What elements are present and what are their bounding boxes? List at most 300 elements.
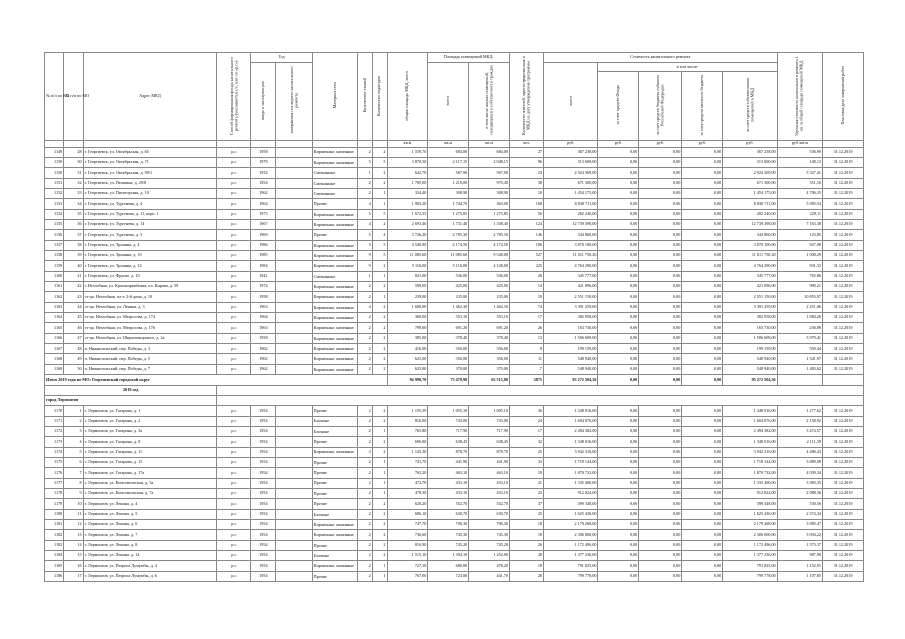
table-row — [45, 499, 864, 509]
cell-fund-method: р.с — [217, 147, 251, 157]
cell-address: п. Нижнезольский, пер. Победы, д. 7 — [83, 364, 217, 374]
cell-cost-federal: 0,00 — [639, 282, 682, 292]
cell-residents: 26 — [509, 271, 543, 281]
cell-total-area: 1 155,39 — [387, 406, 428, 416]
cell-floors: 2 — [358, 468, 373, 478]
cell-cost-owners: 12 739 398,00 — [723, 220, 777, 230]
cell-address: г. Георгиевск, ул. Октябрьская, д. 99/1 — [83, 168, 217, 178]
total-value: 73 478,90 — [428, 375, 469, 385]
cell-residents: 96 — [509, 157, 543, 167]
cell-num-all: 1183 — [45, 540, 64, 550]
cell-num-mo: 33 — [64, 188, 83, 198]
cell-cost-total: 8 830 711,00 — [544, 199, 598, 209]
cell-wall-material: Кирпичные, каменные — [312, 282, 357, 292]
cell-unit-cost: 1 541,97 — [777, 354, 822, 364]
cell-cost-owners: 345 777,00 — [723, 271, 777, 281]
cell-area-residential: 433,10 — [469, 488, 510, 498]
cell-residents: 124 — [509, 220, 543, 230]
cell-year-last — [276, 364, 312, 374]
cell-cost-owners: 1 625 436,00 — [723, 509, 777, 519]
cell-num-mo: 11 — [64, 509, 83, 519]
cell-wall-material: Кирпичные, каменные — [312, 530, 357, 540]
cell-entrances: 2 — [372, 551, 387, 561]
cell-unit-cost: 536,90 — [777, 147, 822, 157]
cell-cost-fund: 0,00 — [598, 323, 639, 333]
cell-entrances: 2 — [372, 302, 387, 312]
cell-planned-date: 31.12.2019 — [823, 168, 864, 178]
cell-entrances: 1 — [372, 292, 387, 302]
cell-year-last — [276, 168, 312, 178]
unit-cell: руб. — [639, 140, 682, 147]
cell-num-all: 1184 — [45, 551, 64, 561]
cell-cost-fund: 0,00 — [598, 220, 639, 230]
cell-area-residential: 478,20 — [469, 561, 510, 571]
cell-year-last — [276, 406, 312, 416]
cell-year-last — [276, 292, 312, 302]
cell-year-last — [276, 540, 312, 550]
cell-cost-owners: 2 924 369,00 — [723, 168, 777, 178]
cell-cost-total: 1 604 076,00 — [544, 416, 598, 426]
cell-cost-total: 382 958,00 — [544, 313, 598, 323]
cell-cost-federal: 0,00 — [639, 437, 682, 447]
cell-num-all: 1168 — [45, 354, 64, 364]
cell-fund-method: р.с — [217, 178, 251, 188]
cell-entrances: 1 — [372, 571, 387, 581]
cell-area-total: 552,70 — [428, 499, 469, 509]
cell-entrances: 1 — [372, 188, 387, 198]
cell-num-mo: 5 — [64, 447, 83, 457]
cell-address: г. Лермонтов, ул. Ленина, д. 8 — [83, 540, 217, 550]
cell-num-mo: 42 — [64, 282, 83, 292]
unit-cell: руб. — [682, 140, 723, 147]
cell-area-total: 356,00 — [428, 344, 469, 354]
cell-area-residential: 4 174,50 — [469, 240, 510, 250]
cell-year-built: 1954 — [251, 509, 276, 519]
cell-cost-local: 0,00 — [682, 571, 723, 581]
cell-residents: 225 — [509, 261, 543, 271]
cell-unit-cost: 148,13 — [777, 157, 822, 167]
cell-cost-local: 0,00 — [682, 519, 723, 529]
header-cost-total: всего — [544, 63, 598, 141]
cell-area-residential: 9 548,00 — [469, 251, 510, 261]
cell-num-all: 1177 — [45, 478, 64, 488]
cell-wall-material: Кирпичные, каменные — [312, 354, 357, 364]
cell-residents: 527 — [509, 251, 543, 261]
cell-wall-material: Блочные — [312, 416, 357, 426]
cell-num-mo: 7 — [64, 468, 83, 478]
cell-unit-cost: 551,16 — [777, 178, 822, 188]
cell-entrances: 2 — [372, 344, 387, 354]
cell-total-area: 620,20 — [387, 499, 428, 509]
cell-planned-date: 31.12.2019 — [823, 416, 864, 426]
table-row — [45, 488, 864, 498]
cell-area-residential: 536,00 — [469, 271, 510, 281]
cell-address: г. Лермонтов, ул. Гагарина, д. 15 — [83, 457, 217, 467]
table-row — [45, 509, 864, 519]
cell-unit-cost: 3 979,41 — [777, 333, 822, 343]
cell-residents: 25 — [509, 447, 543, 457]
cell-cost-fund: 0,00 — [598, 499, 639, 509]
cell-num-mo: 17 — [64, 571, 83, 581]
cell-cost-local: 0,00 — [682, 230, 723, 240]
cell-wall-material: Кирпичные, каменные — [312, 240, 357, 250]
cell-num-mo: 35 — [64, 209, 83, 219]
cell-cost-fund: 0,00 — [598, 199, 639, 209]
cell-cost-owners: 799 778,00 — [723, 571, 777, 581]
cell-cost-federal: 0,00 — [639, 519, 682, 529]
cell-total-area: 816,00 — [387, 416, 428, 426]
cell-cost-total: 4 764 290,00 — [544, 261, 598, 271]
cell-year-built: 1954 — [251, 468, 276, 478]
cell-num-mo: 40 — [64, 261, 83, 271]
cell-fund-method: р.с — [217, 188, 251, 198]
cell-cost-total: 11 011 750,20 — [544, 251, 598, 261]
cell-planned-date: 31.12.2019 — [823, 240, 864, 250]
cell-planned-date: 31.12.2019 — [823, 157, 864, 167]
cell-wall-material: Кирпичные, каменные — [312, 561, 357, 571]
cell-cost-fund: 0,00 — [598, 519, 639, 529]
cell-year-last — [276, 230, 312, 240]
cell-cost-local: 0,00 — [682, 426, 723, 436]
cell-residents: 23 — [509, 488, 543, 498]
table-header — [45, 53, 864, 148]
cell-year-last — [276, 333, 312, 343]
cell-fund-method: р.с — [217, 323, 251, 333]
cell-num-all: 1159 — [45, 261, 64, 271]
cell-total-area: 1 600,00 — [387, 302, 428, 312]
cell-year-last — [276, 571, 312, 581]
cell-cost-owners: 3 870 100,00 — [723, 240, 777, 250]
cell-cost-total: 1 348 016,00 — [544, 406, 598, 416]
cell-fund-method: р.с — [217, 209, 251, 219]
cell-year-built: 1962 — [251, 364, 276, 374]
cell-planned-date: 31.12.2019 — [823, 437, 864, 447]
cell-total-area: 625,00 — [387, 364, 428, 374]
cell-cost-fund: 0,00 — [598, 168, 639, 178]
cell-area-total: 433,10 — [428, 478, 469, 488]
cell-year-built: 1969 — [251, 230, 276, 240]
cell-cost-local: 0,00 — [682, 292, 723, 302]
cell-cost-total: 1 172 496,00 — [544, 540, 598, 550]
cell-entrances: 2 — [372, 313, 387, 323]
cell-fund-method: р.с — [217, 271, 251, 281]
cell-cost-owners: 163 730,00 — [723, 323, 777, 333]
cell-cost-owners: 367 238,00 — [723, 147, 777, 157]
cell-year-last — [276, 313, 312, 323]
city-row — [45, 395, 864, 405]
cell-address: г. Лермонтов, ул. Ленина, д. 7 — [83, 530, 217, 540]
cell-cost-fund: 0,00 — [598, 157, 639, 167]
cell-unit-cost: 990,21 — [777, 282, 822, 292]
cell-area-residential: 567,90 — [469, 168, 510, 178]
cell-year-last — [276, 447, 312, 457]
table-row — [45, 178, 864, 188]
cell-cost-total: 3 870 100,00 — [544, 240, 598, 250]
cell-num-mo: 50 — [64, 364, 83, 374]
cell-cost-fund: 0,00 — [598, 271, 639, 281]
cell-floors: 2 — [358, 457, 373, 467]
cell-cost-local: 0,00 — [682, 468, 723, 478]
cell-total-area: 1 983,20 — [387, 199, 428, 209]
cell-unit-cost: 1 107,85 — [777, 571, 822, 581]
cell-year-last — [276, 302, 312, 312]
cell-cost-fund: 0,00 — [598, 426, 639, 436]
cell-cost-federal: 0,00 — [639, 426, 682, 436]
cell-wall-material: Прочие — [312, 571, 357, 581]
cell-cost-owners: 199 159,00 — [723, 344, 777, 354]
cell-num-mo: 32 — [64, 178, 83, 188]
cell-planned-date: 31.12.2019 — [823, 406, 864, 416]
cell-planned-date: 31.12.2019 — [823, 447, 864, 457]
header-num-mo: № п/п по МО — [64, 53, 83, 141]
cell-area-residential: 441,90 — [469, 457, 510, 467]
cell-planned-date: 31.12.2019 — [823, 251, 864, 261]
cell-fund-method: р.с — [217, 230, 251, 240]
cell-wall-material: Прочие — [312, 468, 357, 478]
cell-wall-material: Смешанные — [312, 188, 357, 198]
cell-area-residential: 463,10 — [469, 468, 510, 478]
cell-cost-owners: 1 172 496,00 — [723, 540, 777, 550]
cell-floors: 5 — [358, 157, 373, 167]
cell-planned-date: 31.12.2019 — [823, 551, 864, 561]
cell-total-area: 1 785,00 — [387, 178, 428, 188]
cell-year-last — [276, 488, 312, 498]
cell-cost-local: 0,00 — [682, 364, 723, 374]
cell-cost-federal: 0,00 — [639, 457, 682, 467]
table-row — [45, 157, 864, 167]
cell-year-last — [276, 323, 312, 333]
cell-cost-fund: 0,00 — [598, 488, 639, 498]
cell-cost-federal: 0,00 — [639, 240, 682, 250]
rows-group-b — [45, 406, 864, 582]
table-row — [45, 406, 864, 416]
cell-residents: 38 — [509, 178, 543, 188]
cell-address: г. Георгиевск, ул. Фрунзе, д. 10 — [83, 271, 217, 281]
cell-cost-owners: 1 377 236,00 — [723, 551, 777, 561]
cell-residents: 17 — [509, 313, 543, 323]
cell-address: г. Георгиевск, ул. Тургенева, д. 11, корп. 1 — [83, 209, 217, 219]
cell-year-built: 1958 — [251, 333, 276, 343]
cell-fund-method: р.с — [217, 416, 251, 426]
cell-floors: 2 — [358, 509, 373, 519]
cell-entrances: 2 — [372, 416, 387, 426]
cell-cost-total: 548 940,00 — [544, 364, 598, 374]
cell-cost-fund: 0,00 — [598, 147, 639, 157]
cell-entrances: 2 — [372, 519, 387, 529]
cell-cost-fund: 0,00 — [598, 540, 639, 550]
table-row — [45, 168, 864, 178]
cell-cost-local: 0,00 — [682, 406, 723, 416]
cell-residents: 26 — [509, 540, 543, 550]
cell-cost-total: 163 730,00 — [544, 323, 598, 333]
cell-fund-method: р.с — [217, 261, 251, 271]
cell-year-built: 1954 — [251, 406, 276, 416]
cell-unit-cost: 3 083,35 — [777, 478, 822, 488]
cell-residents: 21 — [509, 478, 543, 488]
table-row — [45, 261, 864, 271]
cell-area-total: 425,00 — [428, 282, 469, 292]
cell-area-total: 308,90 — [428, 188, 469, 198]
cell-entrances: 2 — [372, 333, 387, 343]
cell-cost-federal: 0,00 — [639, 313, 682, 323]
cell-cost-federal: 0,00 — [639, 364, 682, 374]
cell-cost-local: 0,00 — [682, 240, 723, 250]
cell-cost-local: 0,00 — [682, 178, 723, 188]
cell-num-all: 1165 — [45, 323, 64, 333]
cell-num-mo: 9 — [64, 488, 83, 498]
cell-unit-cost: 987,90 — [777, 551, 822, 561]
cell-residents: 19 — [509, 292, 543, 302]
cell-cost-total: 344 860,00 — [544, 230, 598, 240]
cell-unit-cost: 1 483,62 — [777, 364, 822, 374]
cell-total-area: 4 540,90 — [387, 240, 428, 250]
cell-cost-total: 3 391 259,00 — [544, 302, 598, 312]
cell-total-area: 1 559,70 — [387, 147, 428, 157]
cell-address: г. Лермонтов, ул. Гагарина, д. 9 — [83, 437, 217, 447]
cell-area-total: 2 117,15 — [428, 157, 469, 167]
cell-year-last — [276, 282, 312, 292]
cell-residents: 7 — [509, 364, 543, 374]
cell-fund-method: р.с — [217, 157, 251, 167]
cell-area-residential: 1 275,85 — [469, 209, 510, 219]
summary-group — [45, 375, 864, 406]
cell-cost-fund: 0,00 — [598, 251, 639, 261]
cell-entrances: 2 — [372, 220, 387, 230]
cell-cost-total: 1 718 144,00 — [544, 457, 598, 467]
cell-wall-material: Прочие — [312, 406, 357, 416]
cell-residents: 56 — [509, 209, 543, 219]
total-label: Итого 2019 года по МО: Георгиевский городской округ — [45, 375, 388, 385]
cell-residents: 33 — [509, 457, 543, 467]
cell-cost-local: 0,00 — [682, 540, 723, 550]
table-row — [45, 271, 864, 281]
cell-area-residential: 684,00 — [469, 147, 510, 157]
cell-wall-material: Прочие — [312, 478, 357, 488]
cell-num-mo: 8 — [64, 478, 83, 488]
cell-total-area: 736,60 — [387, 530, 428, 540]
cell-unit-cost: 7 163,38 — [777, 220, 822, 230]
cell-num-all: 1161 — [45, 282, 64, 292]
header-fund-method: Способ формирования фонда капитального ремонта (указывается с/с, или по «р.с») — [217, 53, 251, 141]
cell-year-last — [276, 240, 312, 250]
cell-cost-fund: 0,00 — [598, 406, 639, 416]
cell-floors: 2 — [358, 147, 373, 157]
cell-total-area: 741,70 — [387, 457, 428, 467]
header-planned-date: Плановая дата завершения работ — [823, 53, 864, 141]
cell-cost-fund: 0,00 — [598, 292, 639, 302]
cell-cost-total: 3 942 316,00 — [544, 447, 598, 457]
cell-num-mo: 49 — [64, 354, 83, 364]
cell-address: г. Лермонтов, ул. Патриса Лумумбы, д. 4 — [83, 561, 217, 571]
cell-area-total: 745,30 — [428, 530, 469, 540]
cell-cost-total: 2 179 268,00 — [544, 519, 598, 529]
cell-year-built: 1954 — [251, 488, 276, 498]
cell-floors: 4 — [358, 302, 373, 312]
cell-cost-total: 399 348,00 — [544, 499, 598, 509]
cell-floors: 5 — [358, 240, 373, 250]
cell-cost-local: 0,00 — [682, 488, 723, 498]
cell-year-last — [276, 530, 312, 540]
cell-floors: 1 — [358, 271, 373, 281]
cell-num-mo: 4 — [64, 437, 83, 447]
cell-year-last — [276, 416, 312, 426]
cell-cost-local: 0,00 — [682, 220, 723, 230]
cell-area-residential: 425,00 — [469, 282, 510, 292]
cell-entrances: 2 — [372, 437, 387, 447]
cell-fund-method: р.с — [217, 313, 251, 323]
cell-residents: 24 — [509, 416, 543, 426]
cell-unit-cost: 765,86 — [777, 271, 822, 281]
unit-cell: руб. — [544, 140, 598, 147]
cell-planned-date: 31.12.2019 — [823, 323, 864, 333]
cell-total-area: 841,00 — [387, 271, 428, 281]
cell-total-area: 239,00 — [387, 292, 428, 302]
cell-unit-cost: 931,33 — [777, 261, 822, 271]
unit-cell: руб. — [723, 140, 777, 147]
cell-cost-total: 799 778,00 — [544, 571, 598, 581]
cell-year-built: 1973 — [251, 209, 276, 219]
cell-fund-method: р.с — [217, 530, 251, 540]
cell-unit-cost: 10 855,97 — [777, 292, 822, 302]
cell-entrances: 2 — [372, 323, 387, 333]
cell-cost-federal: 0,00 — [639, 416, 682, 426]
cell-address: ст-ца. Незлобная, ул. Шириломорского, д. 2а — [83, 333, 217, 343]
cell-num-all: 1186 — [45, 571, 64, 581]
cell-num-mo: 38 — [64, 240, 83, 250]
cell-cost-local: 0,00 — [682, 344, 723, 354]
cell-cost-fund: 0,00 — [598, 240, 639, 250]
cell-num-mo: 6 — [64, 457, 83, 467]
cell-num-all: 1150 — [45, 168, 64, 178]
cell-cost-owners: 548 940,00 — [723, 364, 777, 374]
cell-address: г. Лермонтов, ул. Гагарина, д. 2 — [83, 416, 217, 426]
cell-cost-federal: 0,00 — [639, 561, 682, 571]
rows-group-a — [45, 147, 864, 375]
cell-area-total: 5 116,00 — [428, 261, 469, 271]
cell-residents: 28 — [509, 551, 543, 561]
header-entrances: Количество подъездов — [372, 53, 387, 141]
city-label: город Лермонтов — [45, 395, 217, 405]
cell-area-residential: 1 338,40 — [469, 220, 510, 230]
cell-fund-method: р.с — [217, 571, 251, 581]
cell-entrances: 1 — [372, 426, 387, 436]
cell-year-last — [276, 499, 312, 509]
cell-address: г. Георгиевск, ул. Тронина, д. 4 — [83, 240, 217, 250]
cell-address: г. Лермонтов, ул. Комсомольская, д. 7а — [83, 488, 217, 498]
table-row — [45, 354, 864, 364]
cell-year-last — [276, 147, 312, 157]
cell-floors: 2 — [358, 406, 373, 416]
cell-address: г. Лермонтов, ул. Комсомольская, д. 3а — [83, 478, 217, 488]
cell-fund-method: р.с — [217, 406, 251, 416]
header-area-group: Площадь помещений МКД: — [428, 53, 510, 63]
cell-cost-total: 421 096,00 — [544, 282, 598, 292]
cell-cost-local: 0,00 — [682, 147, 723, 157]
cell-num-all: 1154 — [45, 209, 64, 219]
cell-cost-fund: 0,00 — [598, 437, 639, 447]
cell-cost-total: 671 300,00 — [544, 178, 598, 188]
year-row — [45, 385, 864, 395]
cell-fund-method: р.с — [217, 447, 251, 457]
cell-floors: 2 — [358, 540, 373, 550]
cell-wall-material: Кирпичные, каменные — [312, 251, 357, 261]
cell-floors: 2 — [358, 344, 373, 354]
cell-planned-date: 31.12.2019 — [823, 519, 864, 529]
cell-num-all: 1180 — [45, 509, 64, 519]
cell-residents: 36 — [509, 406, 543, 416]
cell-total-area: 5 116,00 — [387, 261, 428, 271]
cell-floors: 9 — [358, 261, 373, 271]
